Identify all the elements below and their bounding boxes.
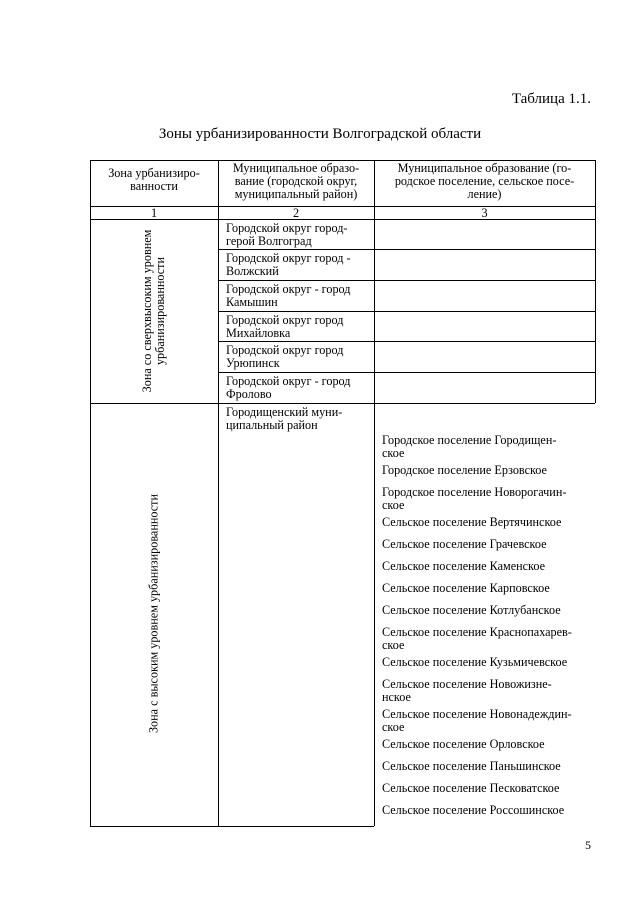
- zone1-row-divider: [218, 311, 595, 312]
- settlement-cell: [382, 604, 593, 617]
- municipality-cell-line: Фролово: [226, 387, 272, 401]
- settlement-cell-line: Городское поселение Ерзовское: [382, 463, 547, 477]
- settlement-cell-line: Сельское поселение Россошинское: [382, 803, 565, 817]
- municipality-cell: [226, 344, 372, 370]
- municipality-cell: [226, 283, 372, 309]
- settlement-cell-line: Сельское поселение Котлубанское: [382, 603, 561, 617]
- settlement-cell: [382, 626, 593, 652]
- header-municipality-line: вание (городской округ,: [234, 174, 358, 188]
- settlement-cell-line: Сельское поселение Песковатское: [382, 781, 560, 795]
- settlement-cell-line: ское: [382, 446, 405, 460]
- municipality-cell-line: герой Волгоград: [226, 234, 312, 248]
- table-border-right: [595, 160, 596, 403]
- settlement-cell-line: Сельское поселение Краснопахарев-: [382, 625, 572, 639]
- table-border-bottom: [90, 826, 374, 827]
- settlement-cell: [382, 656, 593, 669]
- header-zone-line: ванности: [130, 179, 178, 193]
- settlement-cell: [382, 560, 593, 573]
- municipality-cell-line: Городской округ - город: [226, 282, 351, 296]
- settlement-cell: [382, 782, 593, 795]
- zone2-label: Зона с высоким уровнем урбанизированности: [146, 493, 161, 733]
- header-settlement-line: ление): [467, 187, 502, 201]
- settlement-cell-line: Городское поселение Городищен-: [382, 433, 557, 447]
- settlement-cell-line: Сельское поселение Грачевское: [382, 537, 547, 551]
- column-number: 2: [292, 206, 300, 220]
- settlement-cell: [382, 760, 593, 773]
- settlement-cell: [382, 464, 593, 477]
- municipality-cell-line: Урюпинск: [226, 356, 280, 370]
- settlement-cell-line: Городское поселение Новорогачин-: [382, 485, 567, 499]
- table-label: Таблица 1.1.: [511, 91, 591, 107]
- settlement-cell-line: Сельское поселение Вертячинское: [382, 515, 562, 529]
- municipality-cell-line: Михайловка: [226, 326, 291, 340]
- municipality-cell-line: Городской округ город: [226, 343, 344, 357]
- header-settlement-line: родское поселение, сельское посе-: [394, 174, 575, 188]
- municipality-cell: [226, 252, 372, 278]
- settlement-cell-line: ское: [382, 720, 405, 734]
- page-number: 5: [585, 838, 591, 852]
- settlement-cell: [382, 516, 593, 529]
- column-number: 3: [481, 206, 488, 220]
- municipality-cell-line: Камышин: [226, 295, 278, 309]
- header-settlement-line: Муниципальное образование (го-: [397, 161, 572, 175]
- settlement-cell-line: нское: [382, 690, 411, 704]
- settlement-cell-line: Сельское поселение Кузьмичевское: [382, 655, 568, 669]
- settlement-cell-line: Сельское поселение Орловское: [382, 737, 545, 751]
- header-settlement: [374, 162, 595, 201]
- municipality-cell-line: Городской округ город: [226, 313, 344, 327]
- column-divider-1: [218, 160, 219, 826]
- municipality-cell: [226, 375, 372, 401]
- column-number: 1: [150, 206, 158, 220]
- municipality-cell-line: Городской округ город -: [226, 251, 351, 265]
- column-divider-2: [374, 160, 375, 826]
- header-zone: [90, 167, 218, 193]
- settlement-cell: [382, 434, 593, 460]
- settlement-cell-line: Сельское поселение Паньшинское: [382, 759, 561, 773]
- settlement-cell-line: ское: [382, 638, 405, 652]
- settlement-cell: [382, 708, 593, 734]
- settlement-cell-line: Сельское поселение Каменское: [382, 559, 546, 573]
- zone1-label: [141, 211, 167, 411]
- zone1-row-divider: [218, 280, 595, 281]
- settlement-cell: [382, 804, 593, 817]
- settlement-cell-line: Сельское поселение Карповское: [382, 581, 550, 595]
- zone1-label-line: Зона со сверхвысоким уровнем: [140, 229, 154, 393]
- municipality-cell-line: Городской округ город-: [226, 221, 348, 235]
- settlement-cell-line: ское: [382, 498, 405, 512]
- district-cell-line: Городищенский муни-: [226, 405, 343, 419]
- settlement-cell: [382, 538, 593, 551]
- settlement-cell-line: Сельское поселение Новонадеждин-: [382, 707, 572, 721]
- header-municipality-line: Муниципальное образо-: [232, 161, 360, 175]
- zone1-row-divider: [218, 341, 595, 342]
- municipality-cell-line: Городской округ - город: [226, 374, 351, 388]
- district-cell: [226, 406, 372, 432]
- settlement-cell-line: Сельское поселение Новожизне-: [382, 677, 552, 691]
- table-border-left: [90, 160, 91, 826]
- header-municipality: [218, 162, 374, 201]
- municipality-cell: [226, 314, 372, 340]
- municipality-cell-line: Волжский: [226, 264, 279, 278]
- settlement-cell: [382, 738, 593, 751]
- header-municipality-line: муниципальный район): [234, 187, 358, 201]
- page-title: Зоны урбанизированности Волгоградской области: [158, 126, 482, 142]
- zone1-label-line: урбанизированности: [153, 256, 167, 366]
- zone1-row-divider: [218, 372, 595, 373]
- zone1-row-divider: [218, 249, 595, 250]
- settlement-cell: [382, 582, 593, 595]
- district-cell-line: ципальный район: [226, 418, 318, 432]
- municipality-cell: [226, 222, 372, 248]
- header-zone-line: Зона урбанизиро-: [108, 166, 200, 180]
- settlement-cell: [382, 486, 593, 512]
- settlement-cell: [382, 678, 593, 704]
